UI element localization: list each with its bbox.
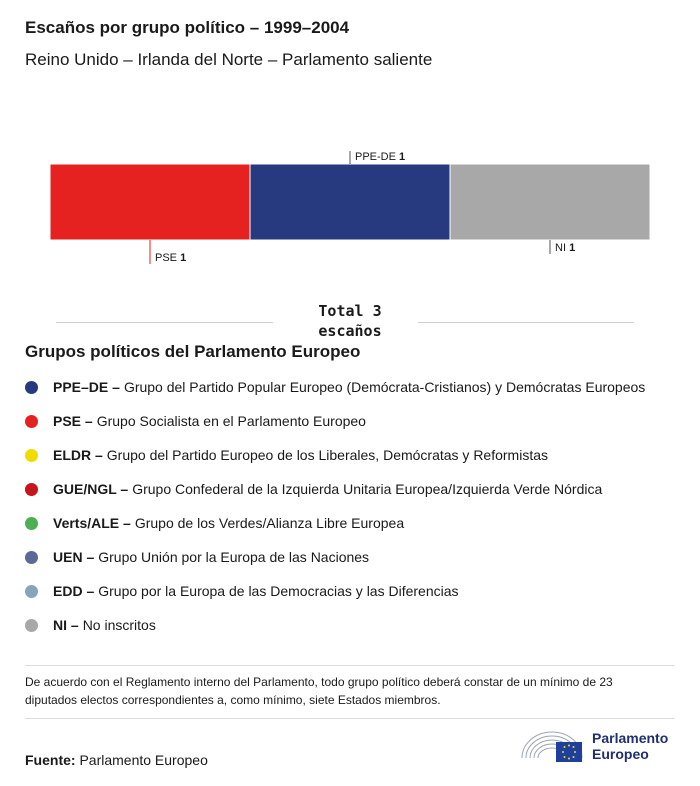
segment-value: 1 (399, 151, 406, 163)
source (25, 752, 208, 768)
logo-line-1: Parlamento (592, 730, 669, 746)
segment-value: 1 (569, 242, 576, 254)
segment-label (155, 252, 186, 264)
legend-swatch (25, 619, 38, 632)
segment-category: PSE (155, 252, 181, 264)
legend-item (25, 540, 685, 574)
legend-item (25, 404, 685, 438)
stacked-bar-chart (0, 140, 700, 275)
parliament-logo (520, 728, 668, 764)
divider (25, 665, 675, 666)
legend-abbr: UEN – (53, 549, 95, 565)
legend-abbr: NI – (53, 617, 79, 633)
legend-swatch (25, 551, 38, 564)
source-value: Parlamento Europeo (79, 752, 208, 768)
legend-title: Grupos políticos del Parlamento Europeo (25, 342, 361, 361)
legend-swatch (25, 517, 38, 530)
legend-name: Grupo por la Europa de las Democracias y las Diferencias (98, 583, 459, 599)
chart-title: Escaños por grupo político – 1999–2004 (25, 18, 350, 37)
legend-swatch (25, 415, 38, 428)
parliament-hemicycle-icon (520, 728, 584, 764)
legend-swatch (25, 449, 38, 462)
legend-name: Grupo de los Verdes/Alianza Libre Europea (134, 515, 405, 531)
total-seats-label: Total 3 escaños (318, 302, 382, 340)
segment-label (355, 151, 405, 163)
legend-item (25, 472, 685, 506)
legend-abbr: EDD – (53, 583, 95, 599)
legend-swatch (25, 585, 38, 598)
legend-name: Grupo Socialista en el Parlamento Europeo (96, 413, 366, 429)
segment-category: NI (555, 242, 570, 254)
legend-swatch (25, 483, 38, 496)
legend-item (25, 608, 685, 642)
legend (25, 370, 685, 642)
segment-category: PPE-DE (355, 151, 400, 163)
legend-item (25, 438, 685, 472)
legend-abbr: GUE/NGL – (53, 481, 129, 497)
legend-name: Grupo del Partido Europeo de los Liberales, Demócratas y Reformistas (106, 447, 549, 463)
legend-swatch (25, 381, 38, 394)
legend-name: Grupo Confederal de la Izquierda Unitaria Europea/Izquierda Verde Nórdica (132, 481, 603, 497)
source-label: Fuente: (25, 752, 76, 768)
total-divider-left (56, 322, 273, 323)
divider (25, 718, 675, 719)
footnote: De acuerdo con el Reglamento interno del Parlamento, todo grupo político deberá constar de un mínimo de 23 diputados electos correspondientes a, como mínimo, siete Estados miembros. (25, 675, 613, 707)
bar-segment-ppe-de (250, 164, 450, 240)
legend-abbr: ELDR – (53, 447, 103, 463)
total-divider-right (418, 322, 634, 323)
legend-abbr: PSE – (53, 413, 93, 429)
legend-item (25, 574, 685, 608)
legend-abbr: PPE–DE – (53, 379, 120, 395)
chart-subtitle: Reino Unido – Irlanda del Norte – Parlamento saliente (25, 50, 433, 69)
legend-item (25, 370, 685, 404)
bar-segment-ni (450, 164, 650, 240)
legend-name: No inscritos (82, 617, 156, 633)
segment-label (555, 242, 575, 254)
legend-name: Grupo del Partido Popular Europeo (Demócrata-Cristianos) y Demócratas Europeos (123, 379, 646, 395)
bar-segment-pse (50, 164, 250, 240)
legend-item (25, 506, 685, 540)
logo-text (592, 730, 668, 762)
legend-abbr: Verts/ALE – (53, 515, 131, 531)
segment-value: 1 (180, 252, 187, 264)
logo-line-2: Europeo (592, 746, 649, 762)
legend-name: Grupo Unión por la Europa de las Naciones (98, 549, 370, 565)
